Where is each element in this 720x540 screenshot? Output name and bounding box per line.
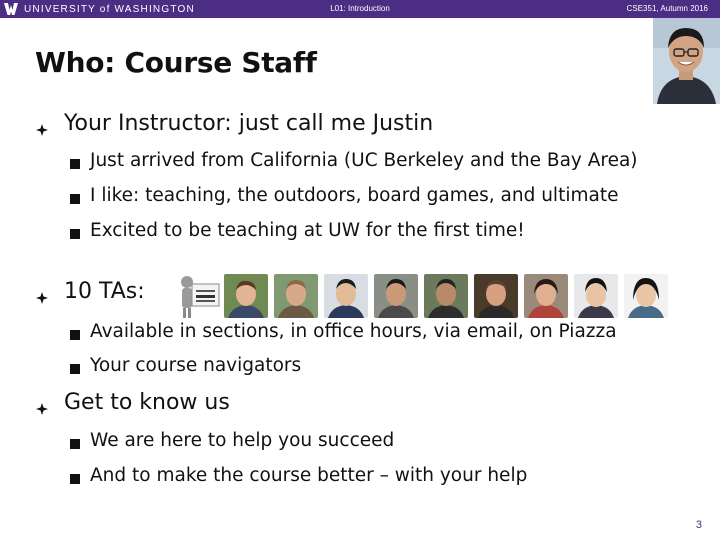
sub-bullet-text: Just arrived from California (UC Berkeley and the Bay Area)	[90, 150, 638, 171]
lecture-label: L01: Introduction	[330, 4, 390, 13]
square-bullet-icon	[70, 474, 80, 484]
sub-bullet-text: We are here to help you succeed	[90, 430, 395, 451]
square-bullet-icon	[70, 194, 80, 204]
bullet-text: Get to know us	[64, 390, 230, 415]
ta-photo	[374, 274, 418, 318]
ta-photo	[524, 274, 568, 318]
square-bullet-icon	[70, 439, 80, 449]
uw-w-icon	[4, 2, 18, 16]
square-bullet-icon	[70, 330, 80, 340]
sub-bullet-text: Your course navigators	[90, 355, 302, 376]
page-number: 3	[695, 519, 702, 531]
course-label: CSE351, Autumn 2016	[626, 4, 708, 13]
bullet-text: 10 TAs:	[64, 279, 145, 304]
diamond-bullet-icon	[35, 123, 49, 137]
ta-photo	[424, 274, 468, 318]
diamond-bullet-icon	[35, 402, 49, 416]
square-bullet-icon	[70, 159, 80, 169]
uw-logo	[4, 1, 195, 17]
instructor-photo	[653, 18, 720, 104]
bullet-text: Your Instructor: just call me Justin	[64, 111, 434, 136]
ta-photo	[224, 274, 268, 318]
diamond-bullet-icon	[35, 291, 49, 305]
header-bar	[0, 0, 720, 18]
ta-photo	[574, 274, 618, 318]
ta-photo	[324, 274, 368, 318]
square-bullet-icon	[70, 229, 80, 239]
university-name: UNIVERSITY of WASHINGTON	[24, 3, 195, 15]
ta-photo	[624, 274, 668, 318]
sub-bullet-text: Available in sections, in office hours, via email, on Piazza	[90, 321, 617, 342]
sub-bullet-text: And to make the course better – with your help	[90, 465, 528, 486]
square-bullet-icon	[70, 364, 80, 374]
slide-title: Who: Course Staff	[35, 46, 317, 79]
sub-bullet-text: I like: teaching, the outdoors, board games, and ultimate	[90, 185, 619, 206]
ta-photo	[474, 274, 518, 318]
ta-photo	[274, 274, 318, 318]
no-image-available-icon	[172, 272, 222, 320]
sub-bullet-text: Excited to be teaching at UW for the first time!	[90, 220, 525, 241]
instructor-portrait-image	[653, 18, 720, 104]
